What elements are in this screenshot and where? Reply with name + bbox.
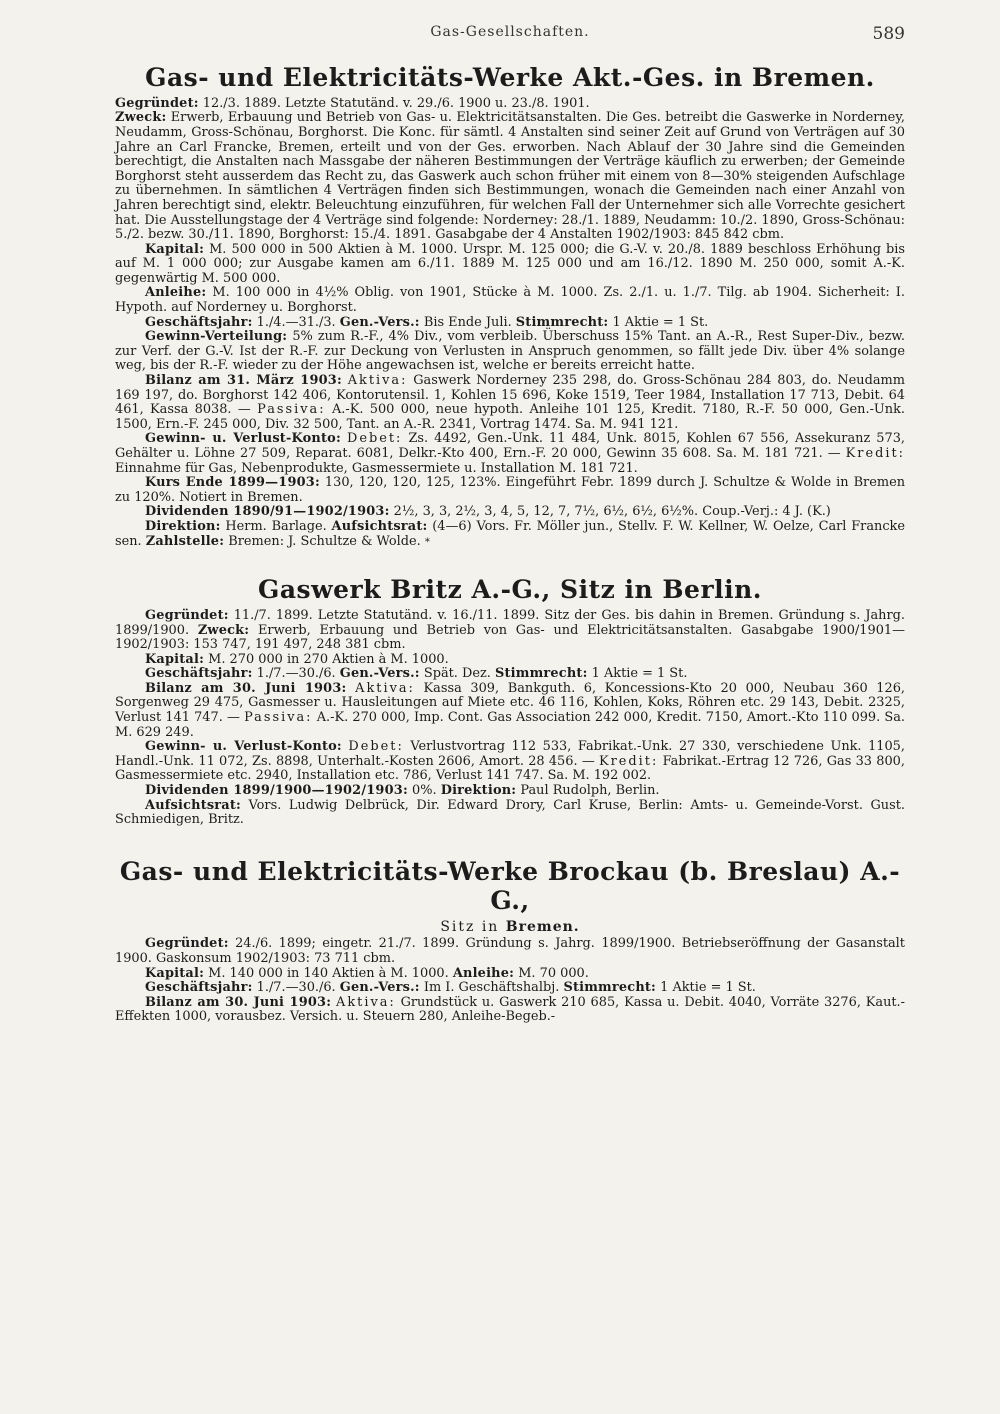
label-aufsichtsrat: Aufsichtsrat: (331, 518, 428, 534)
text-gewinn-kredit: Einnahme für Gas, Nebenprodukte, Gasmessermiete u. Installation M. 181 721. (115, 460, 638, 476)
text-gewinn-debet: Verlustvortrag 112 533, Fabrikat.-Unk. 27 330, verschiedene Unk. 1105, Handl.-Unk. 11 072, Zs. 8898, Unterhalt.-Kosten 2606, Amort. 28 456. — (115, 739, 905, 769)
label-aktiva: Aktiva: (336, 994, 396, 1010)
paragraph-gewinnverteilung (115, 330, 905, 374)
text-genvers: Spät. Dez. (423, 666, 491, 682)
label-anleihe: Anleihe: (145, 285, 207, 301)
paragraph-bilanz (115, 682, 905, 740)
label-stimmrecht: Stimmrecht: (494, 666, 588, 682)
text-aufsichtsrat: (4—6) Vors. Fr. Möller jun., Stellv. F. W. Kellner, W. Oelze, Carl Francke sen. (115, 518, 905, 549)
label-kurs: Kurs Ende 1899—1903: (145, 475, 320, 491)
text-kapital: M. 500 000 in 500 Aktien à M. 1000. Urspr. M. 125 000; die G.-V. v. 20./8. 1889 beschloss Erhöhung bis auf M. 1 000 000; zur Ausgabe kamen am 6./11. 1889 M. 125 000 und am 16./12. 1890 M. 250 000, somit A.-K. gegenwärtig M. 500 000. (115, 241, 905, 286)
label-genvers: Gen.-Vers.: (339, 980, 420, 996)
label-bilanz: Bilanz am 30. Juni 1903: (145, 994, 332, 1010)
text-direktion: Herm. Barlage. (225, 518, 327, 534)
text-stimmrecht: 1 Aktie = 1 St. (660, 980, 756, 996)
label-gewinn-verlust: Gewinn- u. Verlust-Konto: (145, 739, 342, 755)
page-number: 589 (872, 24, 905, 44)
company-body (115, 609, 905, 828)
text-genvers: Im I. Geschäftshalbj. (423, 980, 560, 996)
label-kredit: Kredit: (598, 753, 659, 769)
label-kredit: Kredit: (845, 446, 905, 461)
label-geschaeftsjahr: Geschäftsjahr: (145, 314, 253, 330)
label-gewinn-verlust: Gewinn- u. Verlust-Konto: (145, 431, 341, 447)
label-dividenden: Dividenden 1899/1900—1902/1903: (145, 783, 408, 799)
text-gegruendet: 24./6. 1899; eingetr. 21./7. 1899. Gründung s. Jahrg. 1899/1900. Betriebseröffnung der Gasanstalt 1900. Gaskonsum 1902/1903: 73 711 cbm. (115, 936, 905, 966)
paragraph-geschaeftsjahr (115, 667, 905, 682)
paragraph-anleihe (115, 286, 905, 315)
text-anleihe: M. 100 000 in 4½% Oblig. von 1901, Stücke à M. 1000. Zs. 2./1. u. 1./7. Tilg. ab 1904. Sicherheit: I. Hypoth. auf Norderney u. Borghorst. (115, 285, 905, 316)
text-dividenden: 2½, 3, 3, 2½, 3, 4, 5, 12, 7, 7½, 6½, 6½, 6½%. Coup.-Verj.: 4 J. (K.) (393, 504, 831, 520)
label-stimmrecht: Stimmrecht: (563, 980, 657, 996)
text-bilanz-passiva: A.-K. 270 000, Imp. Cont. Gas Association 242 000, Kredit. 7150, Amort.-Kto 110 099. Sa. M. 629 249. (115, 710, 905, 740)
text-gewinn-debet: Zs. 4492, Gen.-Unk. 11 484, Unk. 8015, Kohlen 67 556, Assekuranz 573, Gehälter u. Löhne 27 509, Reparat. 6081, Delkr.-Kto 400, Ern.-F. 20 000, Gewinn 35 608. Sa. M. 181 721. — (115, 431, 906, 461)
label-gegruendet: Gegründet: (145, 607, 229, 623)
text-aufsichtsrat: Vors. Ludwig Delbrück, Dir. Edward Drory, Carl Kruse, Berlin: Amts- u. Gemeinde-Vorst. Gust. Schmiedigen, Britz. (115, 797, 905, 828)
label-gegruendet: Gegründet: (145, 936, 229, 952)
text-zweck: Erwerb, Erbauung und Betrieb von Gas- u. Elektricitätsanstalten. Die Ges. betreibt die Gaswerke in Norderney, Neudamm, Gross-Schönau, Borghorst. Die Konc. für sämtl. 4 Anstalten sind seiner Zeit auf Grund von Verträgen auf 30 Jahre an Carl Francke, Bremen, erteilt und von der Ges. erworben. Nach Ablauf der 30 Jahre sind die Gemeinden berechtigt, die Anstalten nach Massgabe der näheren Bestimmungen der Verträge käuflich zu erwerben; der Gemeinde Borghorst steht ausserdem das Recht zu, das Gaswerk auch schon früher mit einem von 8—30% steigenden Aufschlage zu übernehmen. In sämtlichen 4 Verträgen finden sich Bestimmungen, wonach die Gemeinden nach einer Anzahl von Jahren berechtigt sind, elektr. Beleuchtung einzuführen, für welchen Fall der Unternehmer sich alle Vorrechte gesichert hat. Die Ausstellungstage der 4 Verträge sind folgende: Norderney: 28./1. 1889, Neudamm: 10./2. 1890, Gross-Schönau: 5./2. bezw. 30./11. 1890, Borghorst: 15./4. 1891. Gasabgabe der 4 Anstalten 1902/1903: 845 842 cbm. (115, 110, 905, 243)
text-geschaeftsjahr: 1./7.—30./6. (256, 666, 336, 682)
text-geschaeftsjahr: 1./7.—30./6. (256, 980, 336, 996)
paragraph-kapital (115, 243, 905, 287)
label-genvers: Gen.-Vers.: (339, 666, 420, 682)
text-genvers: Bis Ende Juli. (423, 314, 512, 330)
text-bilanz-passiva: A.-K. 500 000, neue hypoth. Anleihe 101 125, Kredit. 7180, R.-F. 50 000, Gen.-Unk. 1500, Ern.-F. 245 000, Div. 32 500, Tant. an A.-R. 2341, Vortrag 1474. Sa. M. 941 121. (115, 402, 905, 432)
subtitle-city: Bremen. (505, 919, 580, 936)
text-gegruendet: 11./7. 1899. Letzte Statutänd. v. 16./11. 1899. Sitz der Ges. bis dahin in Bremen. Gründung s. Jahrg. 1899/1900. (115, 607, 905, 638)
company-body (115, 937, 905, 1025)
label-bilanz: Bilanz am 31. März 1903: (145, 373, 342, 389)
label-genvers: Gen.-Vers.: (339, 314, 420, 330)
text-direktion: Paul Rudolph, Berlin. (520, 783, 660, 799)
text-kapital: M. 140 000 in 140 Aktien à M. 1000. (208, 965, 449, 981)
running-head (115, 24, 905, 52)
paragraph-gewinn-verlust (115, 432, 905, 476)
label-zweck: Zweck: (197, 622, 250, 638)
running-title: Gas-Gesellschaften. (430, 24, 590, 40)
label-geschaeftsjahr: Geschäftsjahr: (145, 980, 253, 996)
label-aktiva: Aktiva: (347, 373, 408, 389)
paragraph-bilanz (115, 996, 905, 1025)
text-kurs: 130, 120, 120, 125, 123%. Eingeführt Febr. 1899 durch J. Schultze & Wolde in Bremen zu 120%. Notiert in Bremen. (115, 475, 905, 505)
text-gewinn-kredit: Fabrikat.-Ertrag 12 726, Gas 33 800, Gasmessermiete etc. 2940, Installation etc. 786, Verlust 141 747. Sa. M. 192 002. (115, 753, 905, 784)
text-stimmrecht: 1 Aktie = 1 St. (612, 314, 709, 330)
label-direktion: Direktion: (145, 518, 221, 534)
label-zahlstelle: Zahlstelle: (145, 533, 225, 549)
label-passiva: Passiva: (244, 710, 313, 726)
label-debet: Debet: (347, 431, 403, 447)
label-gewinnverteilung: Gewinn-Verteilung: (145, 329, 288, 345)
text-bilanz-aktiva: Gaswerk Norderney 235 298, do. Gross-Schönau 284 803, do. Neudamm 169 197, do. Borghorst 142 406, Kontorutensil. 1, Kohlen 15 696, Koke 1519, Teer 1984, Installation 17 713, Debit. 64 461, Kassa 8038. — (115, 373, 905, 418)
text-bilanz-aktiva: Grundstück u. Gaswerk 210 685, Kassa u. Debit. 4040, Vorräte 3276, Kaut.-Effekten 1000, vorausbez. Versich. u. Steuern 280, Anleihe-Begeb.- (115, 994, 905, 1025)
label-debet: Debet: (348, 739, 404, 755)
company-subtitle (115, 919, 905, 935)
end-mark: * (424, 536, 430, 548)
label-passiva: Passiva: (257, 402, 326, 418)
paragraph-bilanz (115, 374, 905, 432)
label-kapital: Kapital: (145, 651, 205, 667)
label-geschaeftsjahr: Geschäftsjahr: (145, 666, 253, 682)
text-geschaeftsjahr: 1./4.—31./3. (256, 314, 336, 330)
company-title: Gas- und Elektricitäts-Werke Akt.-Ges. in Bremen. (145, 63, 875, 92)
label-anleihe: Anleihe: (452, 965, 515, 981)
label-aufsichtsrat: Aufsichtsrat: (145, 797, 241, 813)
paragraph-gegruendet-zweck (115, 97, 905, 243)
text-zahlstelle: Bremen: J. Schultze & Wolde. (228, 533, 421, 549)
text-gewinnverteilung: 5% zum R.-F., 4% Div., vom verbleib. Überschuss 15% Tant. an A.-R., Rest Super-Div., bezw. zur Verf. der G.-V. Ist der R.-F. zur Deckung von Verlusten in Anspruch genommen, so fällt jede Div. über 4% solange weg, bis der R.-F. wieder zu der Höhe angewachsen ist, welche er bereits erreicht hatte. (115, 329, 905, 374)
subtitle-prefix: Sitz in (440, 919, 500, 936)
paragraph-dividenden (115, 784, 905, 799)
label-gegruendet: Gegründet: (115, 95, 199, 111)
company-title: Gas- und Elektricitäts-Werke Brockau (b. Breslau) A.-G., (119, 856, 901, 915)
label-direktion: Direktion: (440, 783, 517, 799)
paragraph-kapital (115, 967, 905, 982)
company-title: Gaswerk Britz A.-G., Sitz in Berlin. (258, 575, 762, 605)
company-entry-bremen (115, 64, 905, 550)
label-kapital: Kapital: (145, 241, 205, 257)
text-stimmrecht: 1 Aktie = 1 St. (591, 666, 688, 682)
label-stimmrecht: Stimmrecht: (515, 314, 609, 330)
label-bilanz: Bilanz am 30. Juni 1903: (145, 680, 347, 696)
text-dividenden: 0%. (412, 783, 437, 799)
text-gegruendet: 12./3. 1889. Letzte Statutänd. v. 29./6. 1900 u. 23./8. 1901. (202, 95, 590, 111)
text-anleihe: M. 70 000. (518, 965, 589, 981)
paragraph-geschaeftsjahr (115, 981, 905, 996)
label-dividenden: Dividenden 1890/91—1902/1903: (145, 504, 390, 520)
paragraph-kurs (115, 476, 905, 505)
label-zweck: Zweck: (115, 110, 167, 126)
text-bilanz-aktiva: Kassa 309, Bankguth. 6, Koncessions-Kto 20 000, Neubau 360 126, Sorgenweg 29 475, Gasmesser u. Hausleitungen auf Miete etc. 46 116, Kohlen, Koks, Röhren etc. 29 143, Debit. 2325, Verlust 141 747. — (115, 680, 906, 726)
paragraph-kapital (115, 653, 905, 668)
paragraph-gewinn-verlust (115, 740, 905, 784)
company-entry-brockau (115, 858, 905, 1025)
text-kapital: M. 270 000 in 270 Aktien à M. 1000. (208, 651, 449, 667)
paragraph-gegruendet (115, 609, 905, 653)
paragraph-gegruendet (115, 937, 905, 966)
label-aktiva: Aktiva: (355, 680, 415, 696)
text-zweck: Erwerb, Erbauung und Betrieb von Gas- und Elektricitätsanstalten. Gasabgabe 1900/1901—1902/1903: 153 747, 191 497, 248 381 cbm. (115, 622, 905, 653)
paragraph-aufsichtsrat (115, 799, 905, 828)
company-entry-britz (115, 576, 905, 828)
label-kapital: Kapital: (145, 965, 205, 981)
paragraph-dividenden (115, 505, 905, 520)
company-body (115, 97, 905, 550)
paragraph-direktion (115, 520, 905, 550)
